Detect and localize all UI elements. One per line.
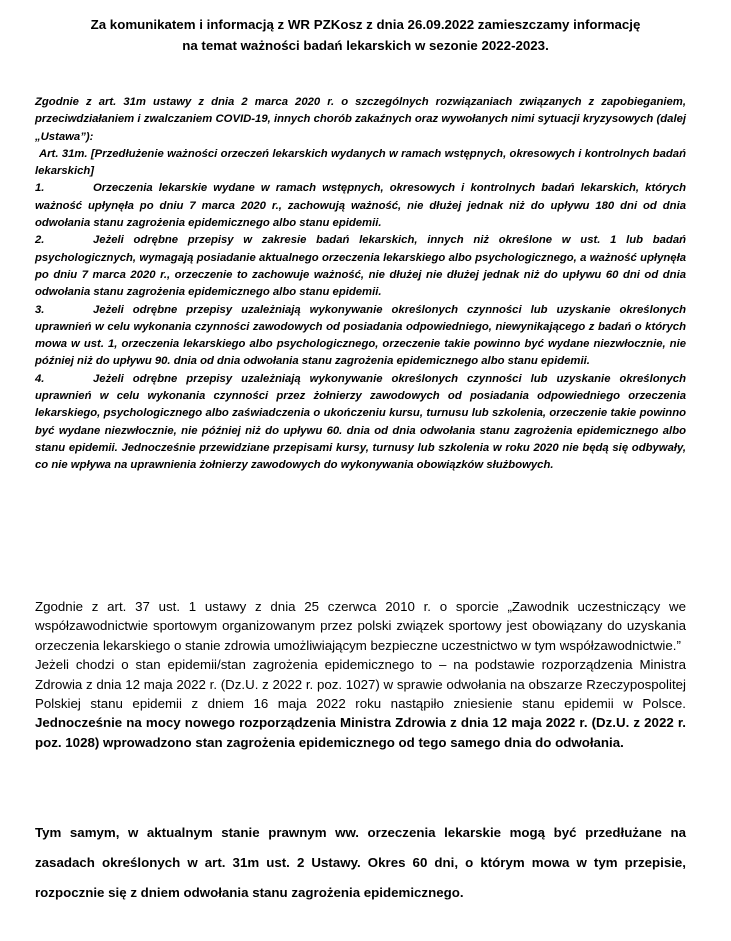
item-number: 2.: [35, 234, 45, 247]
article-heading: Art. 31m. [Przedłużenie ważności orzeczeń lekarskich wydanych w ramach wstępnych, okresowych i kontrolnych badań lekarskich]: [35, 147, 686, 178]
item-text: Jeżeli odrębne przepisy uzależniają wykonywanie określonych czynności lub uzyskanie określonych uprawnień w celu wykonania czynności zawodowych od posiadania odpowiedniego, niewynikającego z badań o których mowa w ust. 1, orzeczenia lekarskiego albo psychologicznego, orzeczenie takie powinno być wydane niezwłocznie, nie później niż do upływu 90. dnia od dnia odwołania stanu zagrożenia epidemicznego albo stanu epidemii.: [35, 303, 686, 368]
article-item-4: [35, 371, 686, 475]
epidemic-paragraph: [35, 655, 686, 752]
conclusion-paragraph: Tym samym, w aktualnym stanie prawnym ww. orzeczenia lekarskie mogą być przedłużane na zasadach określonych w art. 31m ust. 2 Ustawy. Okres 60 dni, o którym mowa w tym przepisie, rozpocznie się z dniem odwołania stanu zagrożenia epidemicznego.: [35, 825, 686, 900]
quoted-intro: Zgodnie z art. 31m ustawy z dnia 2 marca 2020 r. o szczególnych rozwiązaniach związanych z zapobieganiem, przeciwdziałaniem i zwalczaniem COVID-19, innych chorób zakaźnych oraz wywołanych nimi sytuacji kryzysowych (dalej „Ustawa”):: [35, 96, 686, 143]
article-item-2: [35, 232, 686, 301]
item-number: 4.: [35, 372, 45, 385]
epidemic-text: Jeżeli chodzi o stan epidemii/stan zagrożenia epidemicznego to – na podstawie rozporządzenia Ministra Zdrowia z dnia 12 maja 2022 r. (Dz.U. z 2022 r. poz. 1027) w sprawie odwołania na obszarze Rzeczypospolitej Polskiej stanu epidemii z dniem 16 maja 2022 roku nastąpiło zniesienie stanu epidemii w Polsce.: [35, 657, 686, 712]
item-text: Jeżeli odrębne przepisy w zakresie badań lekarskich, innych niż określone w ust. 1 lub badań psychologicznych, wymagają posiadanie aktualnego orzeczenia lekarskiego albo psychologicznego, a ważność upłynęła po dniu 7 marca 2020 r., orzeczenie to zachowuje ważność, nie dłużej nie dłużej jednak niż do upływu 60 dni od dnia odwołania stanu zagrożenia epidemicznego albo stanu epidemii.: [35, 234, 686, 299]
article-item-1: [35, 180, 686, 232]
body-section: [35, 597, 686, 752]
title-line-2: na temat ważności badań lekarskich w sezonie 2022-2023.: [182, 38, 549, 53]
item-text: Jeżeli odrębne przepisy uzależniają wykonywanie określonych czynności lub uzyskanie określonych uprawnień w celu wykonania czynności przez żołnierzy zawodowych od posiadania odpowiedniego orzeczenia lekarskiego, psychologicznego albo zaświadczenia o ukończeniu kursu, turnusu lub szkolenia, orzeczenie takie powinno być wydane niezwłocznie, nie później niż do upływu 60. dnia od dnia odwołania stanu zagrożenia epidemicznego albo stanu epidemii. Jednocześnie przewidziane przepisami kursy, turnusy lub szkolenia w roku 2020 nie będą się odbywały, co nie wpływa na uprawnienia żołnierzy zawodowych do wykonywania obowiązków służbowych.: [35, 372, 686, 472]
quoted-law-section: [35, 94, 686, 475]
epidemic-bold-text: Jednocześnie na mocy nowego rozporządzenia Ministra Zdrowia z dnia 12 maja 2022 r. (Dz.U. z 2022 r. poz. 1028) wprowadzono stan zagrożenia epidemicznego od tego samego dnia do odwołania.: [35, 715, 686, 750]
title-line-1: Za komunikatem i informacją z WR PZKosz z dnia 26.09.2022 zamieszczamy informację: [90, 17, 641, 32]
conclusion-section: [35, 818, 686, 908]
item-number: 1.: [35, 182, 45, 195]
item-text: Orzeczenia lekarskie wydane w ramach wstępnych, okresowych i kontrolnych badań lekarskich, których ważność upłynęła po dniu 7 marca 2020 r., zachowują ważność, nie dłużej jednak niż do upływu 180 dni od dnia odwołania stanu zagrożenia epidemicznego albo stanu epidemii.: [35, 182, 686, 230]
item-number: 3.: [35, 303, 45, 316]
sport-law-paragraph: Zgodnie z art. 37 ust. 1 ustawy z dnia 25 czerwca 2010 r. o sporcie „Zawodnik uczestniczący we współzawodnictwie sportowym organizowanym przez polski związek sportowy jest obowiązany do uzyskania orzeczenia lekarskiego o stanie zdrowia umożliwiającym bezpieczne uczestnictwo w tym współzawodnictwie.”: [35, 599, 686, 653]
article-item-3: [35, 302, 686, 371]
document-title: [0, 14, 731, 56]
